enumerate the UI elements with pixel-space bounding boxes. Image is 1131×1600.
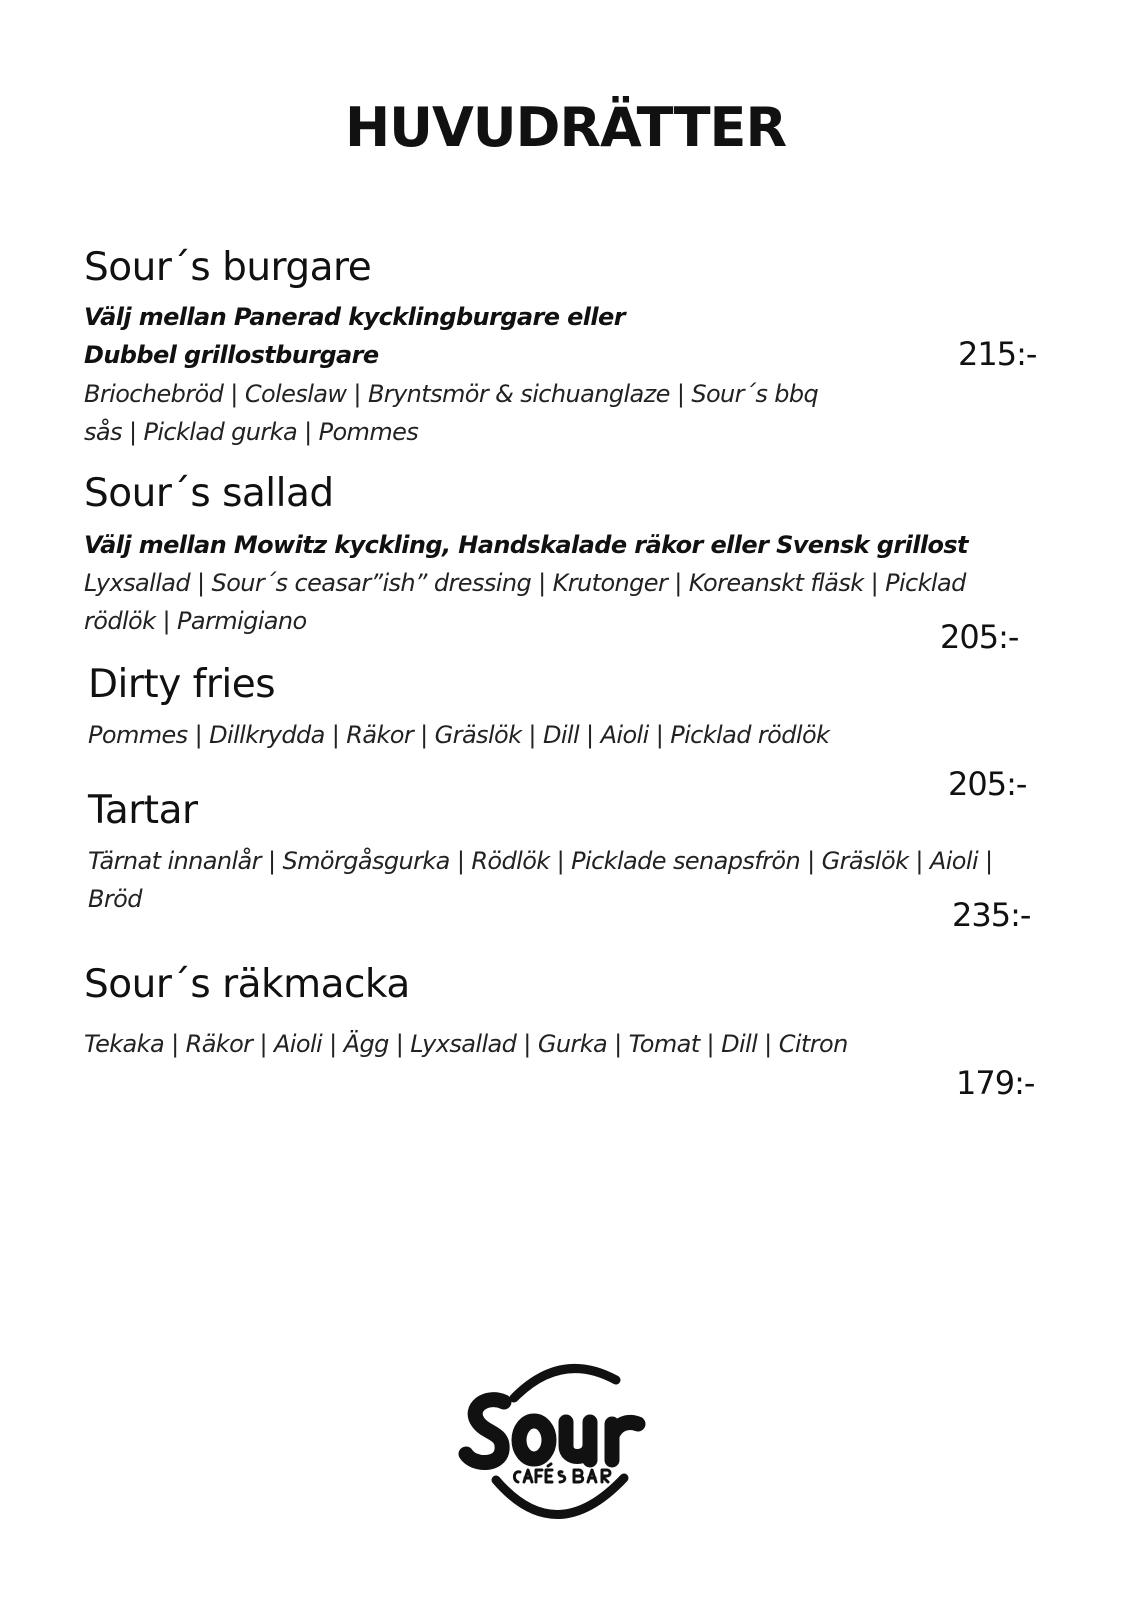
dish-ingredients-burgare: Briochebröd | Coleslaw | Bryntsmör & sichuanglaze | Sour´s bbq sås | Picklad gurka | Pommes — [84, 380, 819, 446]
sour-cafe-bar-logo-icon — [456, 1360, 666, 1540]
dish-option-sallad: Välj mellan Mowitz kyckling, Handskalade räkor eller Svensk grillost — [84, 531, 968, 559]
dish-name-sallad: Sour´s sallad — [84, 471, 334, 516]
dish-price-burgare: 215:- — [958, 335, 1037, 373]
dish-name-rakmacka: Sour´s räkmacka — [84, 962, 410, 1007]
dish-price-rakmacka: 179:- — [956, 1064, 1035, 1102]
dish-ingredients-tartar: Tärnat innanlår | Smörgåsgurka | Rödlök | Picklade senapsfrön | Gräslök | Aioli | Bröd — [88, 847, 993, 913]
dish-name-dirty-fries: Dirty fries — [88, 662, 276, 707]
dish-price-tartar: 235:- — [952, 896, 1031, 934]
dish-name-tartar: Tartar — [88, 788, 198, 833]
dish-ingredients-dirty-fries: Pommes | Dillkrydda | Räkor | Gräslök | Dill | Aioli | Picklad rödlök — [88, 721, 830, 749]
dish-ingredients-rakmacka: Tekaka | Räkor | Aioli | Ägg | Lyxsallad | Gurka | Tomat | Dill | Citron — [84, 1030, 848, 1058]
page-title: HUVUDRÄTTER — [344, 96, 787, 159]
dish-price-sallad: 205:- — [940, 618, 1019, 656]
dish-option-burgare: Välj mellan Panerad kycklingburgare eller Dubbel grillostburgare — [84, 303, 625, 369]
dish-name-burgare: Sour´s burgare — [84, 245, 372, 290]
dish-price-dirty-fries: 205:- — [948, 765, 1027, 803]
dish-ingredients-sallad: Lyxsallad | Sour´s ceasar”ish” dressing | Krutonger | Koreanskt fläsk | Picklad rödlök | Parmigiano — [84, 569, 966, 635]
